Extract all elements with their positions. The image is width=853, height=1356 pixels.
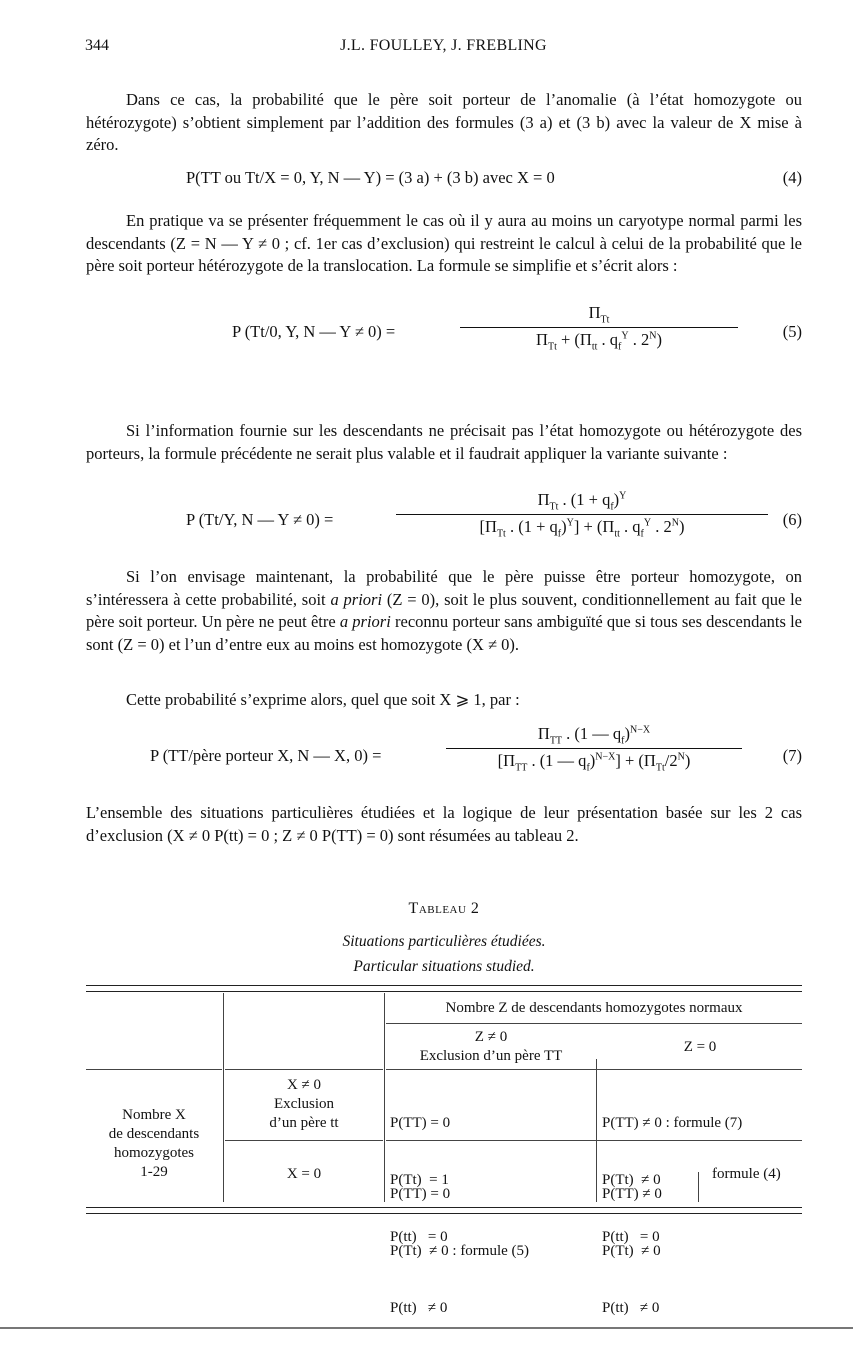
- fraction: [396, 490, 768, 540]
- cell-line: P(TT) = 0: [390, 1186, 451, 1202]
- table-top-rule: [86, 985, 802, 986]
- table-top-rule-2: [86, 991, 802, 992]
- numerator: $\Pi_{TT}$ . (1 — $q_f)^{N-X}$: [537, 724, 651, 747]
- paragraph-text: Cette probabilité s’exprime alors, quel que soit X ⩾ 1, par :: [126, 690, 520, 709]
- equation-4: [86, 168, 802, 192]
- header-text: Z ≠ 0: [474, 1029, 508, 1045]
- label-line: X ≠ 0: [286, 1077, 322, 1093]
- cell-r2-c1: [390, 1147, 529, 1356]
- header-z-eq0: Z = 0: [683, 1039, 717, 1055]
- fraction: [446, 724, 742, 774]
- label-line: de descendants: [108, 1126, 200, 1142]
- table-caption-en: Particular situations studied.: [353, 958, 535, 975]
- table-bottom-rule-2: [86, 1213, 802, 1214]
- running-title: J.L. FOULLEY, J. FREBLING: [340, 37, 547, 54]
- equation-5-lhs: P (Tt/0, Y, N — Y ≠ 0) =: [232, 322, 396, 341]
- denominator: [$\Pi_{TT}$ . (1 — $q_f)^{N-X}] + (\Pi_{Tt}/2^N)$: [497, 751, 691, 774]
- equation-number: (5): [782, 322, 802, 341]
- numerator: $\Pi_{Tt}$ . $(1 + q_f)^Y$: [537, 490, 627, 513]
- paragraph-text: Si l’information fournie sur les descendants ne précisait pas l’état homozygote ou hétérozygote des porteurs, la formule précédente ne serait plus valable et il faudrait appliquer la variante suivante :: [86, 421, 802, 463]
- cell-line: P(tt) = 0: [390, 1229, 448, 1245]
- equation-number: (4): [782, 168, 802, 187]
- fraction: [460, 303, 738, 353]
- row-label-x-eq0: X = 0: [286, 1166, 322, 1182]
- paragraph-text: En pratique va se présenter fréquemment le cas où il y aura au moins un caryotype normal parmi les descendants (Z = N — Y ≠ 0 ; cf. 1er cas d’exclusion) qui restreint le calcul à celui de la probabilité que le père soit porteur hétérozygote de la translocation. La formule se simplifie et s’écrit alors :: [86, 211, 802, 275]
- table-caption-fr: Situations particulières étudiées.: [342, 933, 546, 950]
- equation-4-expression: P(TT ou Tt/X = 0, Y, N — Y) = (3 a) + (3 b) avec X = 0: [186, 168, 555, 187]
- cell-line: P(TT) ≠ 0 : formule (7): [602, 1115, 743, 1131]
- denominator: [$\Pi_{Tt}$ . $(1 + q_f)^Y] + (\Pi_{tt}$ . $q_f^Y$ . $2^N$): [479, 517, 685, 540]
- running-header: [85, 37, 802, 59]
- row-divider: [225, 1140, 383, 1141]
- text-run: (Z = 0), soit le plus souvent, conditionnellement au fait que le père soit porteur. Un père ne peut être: [86, 589, 803, 631]
- equation-7: [86, 724, 802, 788]
- paragraph-2: [86, 210, 802, 278]
- cell-r2-c2: [602, 1147, 662, 1356]
- col-divider: [384, 993, 385, 1202]
- table-bottom-rule: [86, 1207, 802, 1208]
- cell-line: P(Tt) = 1: [390, 1172, 449, 1188]
- fraction-bar: [396, 514, 768, 515]
- row-group-label: [86, 1106, 222, 1182]
- text-run: reconnu porteur sans ambiguïté que si tous ses descendants le sont (Z = 0) et l’un d’entre eux au moins est homozygote (X ≠ 0).: [86, 612, 802, 654]
- row-divider: [386, 1069, 802, 1070]
- table-label: Tableau 2: [408, 900, 480, 917]
- paragraph-4: [86, 566, 802, 656]
- row-label-x-neq0: [225, 1076, 383, 1133]
- col-divider: [596, 1059, 597, 1202]
- cell-line: P(TT) ≠ 0: [602, 1186, 662, 1202]
- paragraph-6: [86, 802, 802, 847]
- italic-text: a priori: [330, 589, 383, 609]
- cell-r2-c2-note: formule (4): [712, 1166, 781, 1182]
- equation-number: (6): [782, 510, 802, 529]
- row-divider: [386, 1023, 802, 1024]
- cell-line: P(Tt) ≠ 0: [602, 1243, 661, 1259]
- equation-number: (7): [782, 746, 802, 765]
- paragraph-text: Dans ce cas, la probabilité que le père soit porteur de l’anomalie (à l’état homozygote ou hétérozygote) s’obtient simplement par l’addition des formules (3 a) et (3 b) avec la valeur de X mise à zéro.: [86, 90, 802, 154]
- label-line: Exclusion: [274, 1096, 334, 1112]
- fraction-bar: [446, 748, 742, 749]
- header-z-neq0: [386, 1028, 596, 1066]
- cell-line: P(Tt) ≠ 0 : formule (5): [390, 1243, 530, 1259]
- row-divider: [86, 1069, 222, 1070]
- equation-6: [86, 490, 802, 552]
- header-text: Exclusion d’un père TT: [419, 1048, 563, 1064]
- cell-line: P(tt) ≠ 0: [602, 1300, 660, 1316]
- col-divider: [223, 993, 224, 1202]
- label-line: homozygotes: [114, 1145, 194, 1161]
- table-2: [86, 985, 802, 1316]
- text-run: Si l’on envisage maintenant, la probabilité que le père puisse être porteur homozygote, on s’intéressera à cette probabilité, soit: [86, 567, 802, 609]
- equation-6-lhs: P (Tt/Y, N — Y ≠ 0) =: [186, 510, 334, 529]
- label-line: Nombre X: [122, 1107, 186, 1123]
- fraction-bar: [460, 327, 738, 328]
- cell-line: P(Tt) ≠ 0: [602, 1172, 661, 1188]
- paragraph-3: [86, 420, 802, 465]
- page-number: 344: [85, 37, 109, 54]
- label-line: d’un père tt: [269, 1115, 339, 1131]
- row-divider: [225, 1069, 383, 1070]
- denominator: $\Pi_{Tt} + (\Pi_{tt}$ . $q_f^Y$ . $2^N$): [536, 330, 662, 353]
- cell-line: P(tt) = 0: [602, 1229, 660, 1245]
- paragraph-1: [86, 89, 802, 157]
- equation-7-lhs: P (TT/père porteur X, N — X, 0) =: [150, 746, 382, 765]
- paragraph-text: [86, 566, 802, 656]
- label-line: 1-29: [140, 1164, 168, 1180]
- cell-line: P(tt) ≠ 0: [390, 1300, 448, 1316]
- numerator: $\Pi_{Tt}$: [588, 303, 610, 326]
- cell-line: P(TT) = 0: [390, 1115, 451, 1131]
- italic-text: a priori: [339, 612, 391, 631]
- equation-5: [86, 303, 802, 365]
- paragraph-5: [86, 689, 802, 712]
- header-span: Nombre Z de descendants homozygotes normaux: [445, 1000, 743, 1016]
- paragraph-text: L’ensemble des situations particulières étudiées et la logique de leur présentation basée sur les 2 cas d’exclusion (X ≠ 0 P(tt) = 0 ; Z ≠ 0 P(TT) = 0) sont résumées au tableau 2.: [86, 803, 802, 845]
